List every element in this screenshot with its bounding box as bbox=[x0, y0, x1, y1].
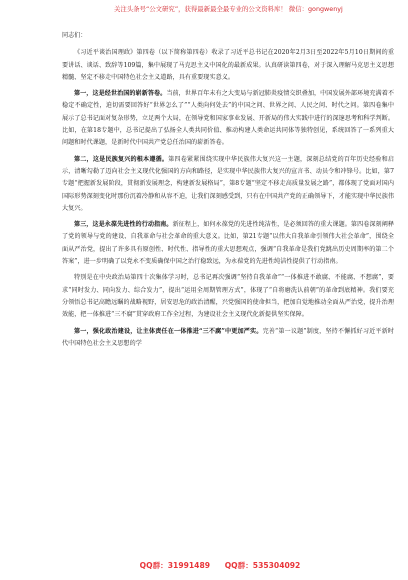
qq-group-1: QQ群：31991489 bbox=[139, 561, 211, 570]
first-point-heading: 第一，这是经世治国的崭新答卷。 bbox=[74, 90, 167, 98]
qq-group-2: QQ群：535304092 bbox=[224, 561, 301, 570]
banner-text: 关注头条号“公文研究”，获得最新最全最专业的公文资料库！ 微信：gongwenyj bbox=[114, 5, 343, 13]
third-point-heading: 第三，这是永葆先进性的行动指南。 bbox=[74, 221, 173, 229]
political-building-heading: 第一，强化政治建设，让主体责任在一体推进“三不腐”中更加严实。 bbox=[74, 327, 263, 335]
first-point-text: 当前，世界百年未有之大变局与新冠肺炎疫情交织叠加，中国发展外部环境充满着不稳定不确定性，迫切需要回答好“世界怎么了”“人类向何处去”的中国之问、世界之问、人民之问、时代之问。第四卷集中展示了总书记面对复杂形势，立足两个大局，在领导党和国家事业发展、开新局的伟大实践中进行的深邃思考和科学判断。比如，在第18专题中，总书记提出了弘扬全人类共同价值、推动构建人类命运共同体等独特创见，系统回答了一系列重大问题和时代课题，是新时代中国共产党总任治国的崭新答卷。 bbox=[62, 90, 394, 147]
salutation: 同志们： bbox=[62, 32, 87, 39]
political-building-text: 完善“第一议题”制度，坚持不懈抓好习近平新时代中国特色社会主义思想的学 bbox=[62, 327, 394, 347]
footer-contact bbox=[120, 560, 320, 574]
paragraph-intro: 《习近平谈治国理政》第四卷（以下简称第四卷）收录了习近平总书记在2020年2月3日至2022年5月10日期间的重要讲话、谈话、致辞等109篇，集中展现了马克思主义中国化的最新成果。认真研读第四卷，对于深入理解马克思主义思想精髓、坚定不移走中国特色社会主义道路，具有重要现实意义。 bbox=[62, 49, 394, 81]
paragraph-self-revolution: 特别是在中央政治局第四十次集体学习时，总书记再次强调“坚持自我革命”“一体推进不敢腐、不能腐、不想腐”，要求“同时发力、同向发力、综合发力”，提出“运用全周期管理方式”，体现了“自将磨洗认前朝”的革命到底精神。我们要充分领悟总书记高瞻远瞩的战略视野，居安思危的政治清醒，兴党强国的使命担当，把加自觉地推动全面从严治党，提升治理效能，把一体推进“三不腐”贯穿政府工作全过程，为建设社会主义现代化新提供坚实保障。 bbox=[62, 274, 394, 319]
header-banner bbox=[114, 4, 394, 28]
paragraph-political-building bbox=[62, 326, 394, 351]
document-body bbox=[62, 30, 394, 350]
paragraph-first-point bbox=[62, 88, 394, 149]
paragraph-third-point bbox=[62, 219, 394, 268]
second-point-heading: 第二，这是民族复兴的根本遵循。 bbox=[74, 155, 169, 163]
second-point-text: 第四卷紧紧围绕实现中华民族伟大复兴这一主题，深刻总结党的百年历史经验和启示，清晰勾勒了迈向社会主义现代化强国的方向和路径，是实现中华民族伟大复兴的宣言书、动员令和冲锋号。比如，第7专题“把握新发展阶段，贯彻新发展理念，构建新发展格局”，第8专题“坚定不移走高质量发展之路”，都体现了党面对国内国际形势深刻变化时那份沉着冷静和从容不迫，让我们深刻感受到，只有在中国共产党的正确领导下，才能实现中华民族伟大复兴。 bbox=[62, 155, 394, 212]
third-point-text: 新征程上，如何永葆党的先进性纯洁性，是必须回答的重大课题。第四卷深刻阐释了党的领导与党的建设、自我革命与社会革命的重大意义。比如，第21专题“以伟大自我革命引领伟大社会革命”，围绕全面从严治党，提出了许多具有原创性、时代性、指导性的重大思想观点，强调“自我革命是我们党跳出历史周期率的第二个答案”，进一步明确了以党永不变质确保中国之治行稳致远，为永葆党的先进性纯洁性提供了行动指南。 bbox=[62, 221, 394, 266]
paragraph-second-point bbox=[62, 154, 394, 215]
